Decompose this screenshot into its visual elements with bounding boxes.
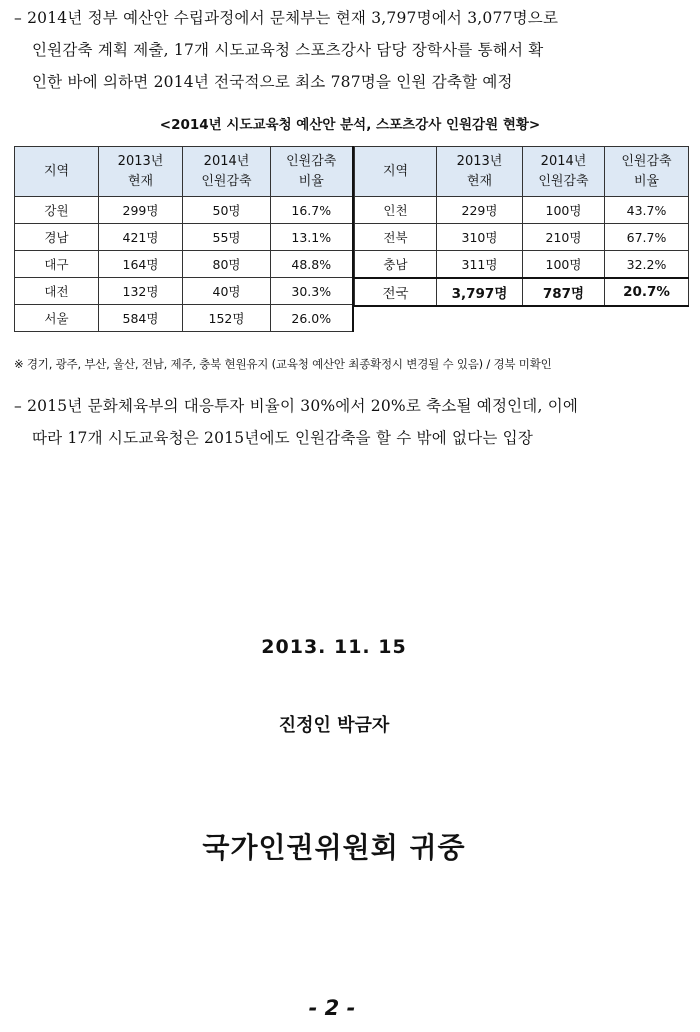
table-total-row bbox=[355, 278, 689, 306]
paragraph-line: – 2014년 정부 예산안 수립과정에서 문체부는 현재 3,797명에서 3,077명으로 bbox=[14, 9, 559, 27]
cell-total-ratio: 20.7% bbox=[605, 278, 689, 306]
cell-cut-2014: 152명 bbox=[183, 305, 271, 332]
petitioner-name: 진정인 박금자 bbox=[278, 715, 390, 736]
cell-region: 대전 bbox=[15, 278, 99, 305]
cell-ratio: 43.7% bbox=[605, 197, 689, 224]
table-header-row bbox=[15, 147, 353, 197]
cell-region: 대구 bbox=[15, 251, 99, 278]
cell-current-2013: 311명 bbox=[437, 251, 523, 279]
page-number: - 2 - bbox=[308, 996, 356, 1020]
header-ratio-line2: 비율 bbox=[633, 173, 660, 189]
table-row bbox=[15, 197, 353, 224]
header-2014-line2: 인원감축 bbox=[201, 173, 252, 189]
cell-ratio: 67.7% bbox=[605, 224, 689, 251]
document-date: 2013. 11. 15 bbox=[261, 636, 407, 658]
cell-ratio: 26.0% bbox=[271, 305, 353, 332]
table-caption: <2014년 시도교육청 예산안 분석, 스포츠강사 인원감원 현황> bbox=[159, 117, 541, 133]
header-ratio bbox=[271, 147, 353, 197]
header-2014-line1: 2014년 bbox=[203, 153, 250, 169]
cell-ratio: 13.1% bbox=[271, 224, 353, 251]
staff-reduction-table-right bbox=[354, 146, 689, 307]
cell-current-2013: 584명 bbox=[99, 305, 183, 332]
cell-region: 경남 bbox=[15, 224, 99, 251]
cell-current-2013: 310명 bbox=[437, 224, 523, 251]
cell-cut-2014: 100명 bbox=[523, 197, 605, 224]
cell-cut-2014: 50명 bbox=[183, 197, 271, 224]
header-2013 bbox=[99, 147, 183, 197]
header-ratio-line1: 인원감축 bbox=[286, 153, 337, 169]
cell-ratio: 16.7% bbox=[271, 197, 353, 224]
header-2013-line2: 현재 bbox=[466, 173, 493, 189]
cell-total-region: 전국 bbox=[355, 278, 437, 306]
cell-total-cut-2014: 787명 bbox=[523, 278, 605, 306]
table-footnote: ※ 경기, 광주, 부산, 울산, 전남, 제주, 충북 현원유지 (교육청 예산안 최종확정시 변경될 수 있음) / 경북 미확인 bbox=[14, 357, 552, 371]
cell-cut-2014: 210명 bbox=[523, 224, 605, 251]
cell-region: 충남 bbox=[355, 251, 437, 279]
header-region: 지역 bbox=[355, 147, 437, 197]
table-row bbox=[15, 278, 353, 305]
header-ratio bbox=[605, 147, 689, 197]
cell-cut-2014: 40명 bbox=[183, 278, 271, 305]
paragraph-line: 인한 바에 의하면 2014년 전국적으로 최소 787명을 인원 감축할 예정 bbox=[32, 73, 513, 91]
cell-current-2013: 421명 bbox=[99, 224, 183, 251]
table-row bbox=[15, 224, 353, 251]
header-2013-line1: 2013년 bbox=[117, 153, 164, 169]
table-row bbox=[355, 197, 689, 224]
header-2014 bbox=[183, 147, 271, 197]
cell-ratio: 48.8% bbox=[271, 251, 353, 278]
cell-cut-2014: 55명 bbox=[183, 224, 271, 251]
paragraph-line: 따라 17개 시도교육청은 2015년에도 인원감축을 할 수 밖에 없다는 입장 bbox=[32, 429, 534, 447]
paragraph-line: – 2015년 문화체육부의 대응투자 비율이 30%에서 20%로 축소될 예정인데, 이에 bbox=[14, 397, 579, 415]
recipient-name: 국가인권위원회 귀중 bbox=[202, 831, 466, 864]
cell-ratio: 32.2% bbox=[605, 251, 689, 279]
header-2014-line2: 인원감축 bbox=[538, 173, 589, 189]
header-ratio-line1: 인원감축 bbox=[621, 153, 672, 169]
cell-current-2013: 299명 bbox=[99, 197, 183, 224]
header-region: 지역 bbox=[15, 147, 99, 197]
paragraph-line: 인원감축 계획 제출, 17개 시도교육청 스포츠강사 담당 장학사를 통해서 확 bbox=[32, 41, 544, 59]
table-row bbox=[355, 251, 689, 279]
cell-ratio: 30.3% bbox=[271, 278, 353, 305]
header-2014-line1: 2014년 bbox=[540, 153, 587, 169]
header-ratio-line2: 비율 bbox=[298, 173, 324, 189]
cell-total-current-2013: 3,797명 bbox=[437, 278, 523, 306]
cell-current-2013: 132명 bbox=[99, 278, 183, 305]
cell-region: 인천 bbox=[355, 197, 437, 224]
cell-current-2013: 164명 bbox=[99, 251, 183, 278]
paragraph-budget-plan bbox=[14, 2, 686, 98]
table-row bbox=[15, 251, 353, 278]
cell-region: 서울 bbox=[15, 305, 99, 332]
paragraph-2015-plan bbox=[14, 390, 686, 454]
table-row bbox=[355, 224, 689, 251]
header-2013-line1: 2013년 bbox=[456, 153, 503, 169]
cell-cut-2014: 80명 bbox=[183, 251, 271, 278]
table-header-row bbox=[355, 147, 689, 197]
cell-region: 전북 bbox=[355, 224, 437, 251]
header-2013 bbox=[437, 147, 523, 197]
header-2013-line2: 현재 bbox=[127, 173, 154, 189]
cell-current-2013: 229명 bbox=[437, 197, 523, 224]
cell-region: 강원 bbox=[15, 197, 99, 224]
staff-reduction-table-left bbox=[14, 146, 354, 332]
header-2014 bbox=[523, 147, 605, 197]
table-row bbox=[15, 305, 353, 332]
cell-cut-2014: 100명 bbox=[523, 251, 605, 279]
